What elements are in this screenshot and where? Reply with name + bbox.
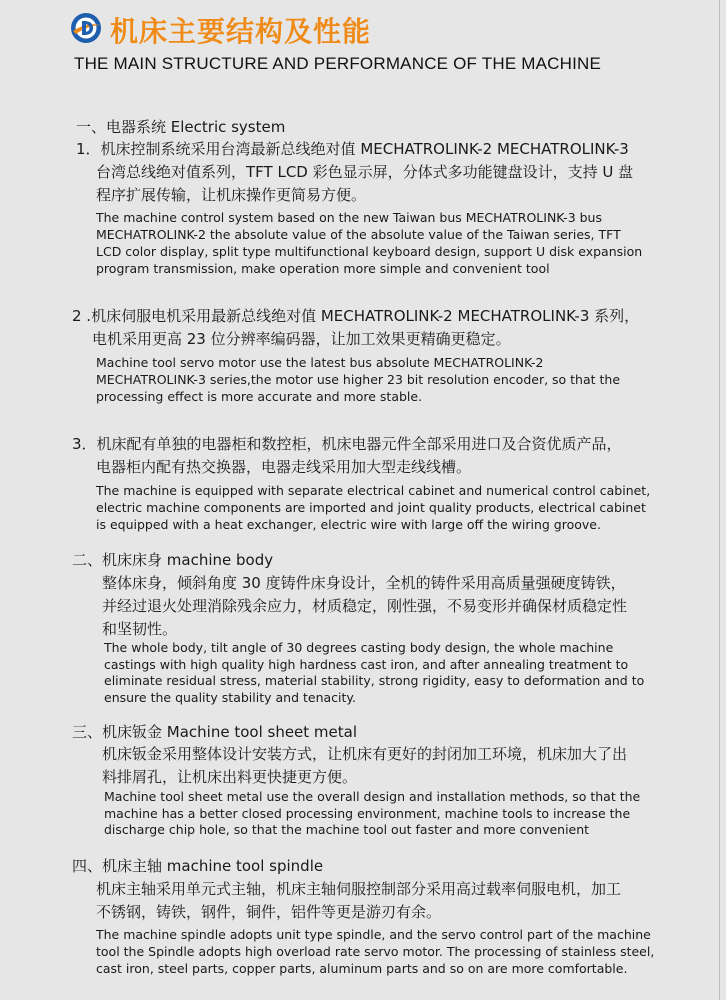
sheet-metal-en-line: discharge chip hole, so that the machine tool out faster and more convenient — [104, 822, 590, 837]
spindle-en-line: cast iron, steel parts, copper parts, aluminum parts and so on are more comfortable. — [96, 961, 628, 976]
section-heading-spindle: 四、机床主轴 machine tool spindle — [72, 857, 324, 875]
electric-item3-cn-line: 3．机床配有单独的电器柜和数控柜，机床电器元件全部采用进口及合资优质产品， — [72, 435, 622, 453]
electric-item1-en-line: The machine control system based on the new Taiwan bus MECHATROLINK-3 bus — [96, 210, 602, 225]
body-cn-line: 和坚韧性。 — [102, 620, 178, 638]
body-cn-line: 并经过退火处理消除残余应力，材质稳定，刚性强，不易变形并确保材质稳定性 — [102, 597, 628, 615]
electric-item2-en-line: MECHATROLINK-3 series,the motor use higher 23 bit resolution encoder, so that the — [96, 372, 621, 387]
body-en-line: eliminate residual stress, material stability, strong rigidity, easy to deformation and to — [104, 673, 645, 688]
electric-item1-en-line: LCD color display, split type multifunctional keyboard design, support U disk expansion — [96, 244, 643, 259]
electric-item1-en-line: MECHATROLINK-2 the absolute value of the absolute value of the Taiwan series, TFT — [96, 227, 621, 242]
sheet-metal-cn-line: 料排屑孔，让机床出料更快捷更方便。 — [102, 768, 358, 786]
electric-item3-en-line: The machine is equipped with separate electrical cabinet and numerical control cabinet, — [96, 483, 651, 498]
electric-item3-cn-line: 电器柜内配有热交换器，电器走线采用加大型走线线槽。 — [96, 458, 472, 476]
company-logo-icon — [70, 12, 102, 44]
body-en-line: castings with high quality high hardness cast iron, and after annealing treatment to — [104, 657, 629, 672]
electric-item1-cn-line: 程序扩展传输，让机床操作更简易方便。 — [96, 186, 367, 204]
electric-item2-en-line: Machine tool servo motor use the latest bus absolute MECHATROLINK-2 — [96, 355, 544, 370]
sheet-metal-en-line: Machine tool sheet metal use the overall design and installation methods, so that the — [104, 789, 641, 804]
section-heading-body: 二、机床床身 machine body — [72, 551, 274, 569]
sheet-metal-cn-line: 机床钣金采用整体设计安装方式，让机床有更好的封闭加工环境，机床加大了出 — [102, 745, 628, 763]
electric-item1-en-line: program transmission, make operation more simple and convenient tool — [96, 261, 550, 276]
electric-item2-cn-line: 2 .机床伺服电机采用最新总线绝对值 MECHATROLINK-2 MECHATROLINK-3 系列， — [72, 307, 640, 325]
electric-item3-en-line: electric machine components are imported and joint quality products, electrical cabinet — [96, 500, 646, 515]
electric-item1-cn-line: 1．机床控制系统采用台湾最新总线绝对值 MECHATROLINK-2 MECHATROLINK-3 — [76, 140, 629, 158]
electric-item2-cn-line: 电机采用更高 23 位分辨率编码器，让加工效果更精确更稳定。 — [92, 330, 511, 348]
body-en-line: ensure the quality stability and tenacity. — [104, 690, 356, 705]
page-title: 机床主要结构及性能 — [110, 15, 372, 48]
spindle-cn-line: 不锈钢，铸铁，钢件，铜件，铝件等更是游刃有余。 — [96, 903, 442, 921]
page-subtitle: THE MAIN STRUCTURE AND PERFORMANCE OF THE MACHINE — [74, 54, 602, 73]
spindle-en-line: tool the Spindle adopts high overload rate servo motor. The processing of stainless steel, — [96, 944, 655, 959]
body-en-line: The whole body, tilt angle of 30 degrees casting body design, the whole machine — [104, 640, 614, 655]
electric-item3-en-line: is equipped with a heat exchanger, electric wire with large off the wiring groove. — [96, 517, 601, 532]
section-heading-electric: 一、电器系统 Electric system — [76, 118, 286, 136]
body-cn-line: 整体床身，倾斜角度 30 度铸件床身设计，全机的铸件采用高质量强硬度铸铁， — [102, 574, 626, 592]
section-heading-sheet-metal: 三、机床钣金 Machine tool sheet metal — [72, 723, 358, 741]
electric-item1-cn-line: 台湾总线绝对值系列，TFT LCD 彩色显示屏，分体式多功能键盘设计，支持 U 盘 — [96, 163, 634, 181]
sheet-metal-en-line: machine has a better closed processing environment, machine tools to increase the — [104, 806, 631, 821]
spindle-cn-line: 机床主轴采用单元式主轴，机床主轴伺服控制部分采用高过载率伺服电机，加工 — [96, 880, 622, 898]
spindle-en-line: The machine spindle adopts unit type spindle, and the servo control part of the machine — [96, 927, 651, 942]
page-border-line — [719, 0, 720, 1000]
electric-item2-en-line: processing effect is more accurate and more stable. — [96, 389, 423, 404]
